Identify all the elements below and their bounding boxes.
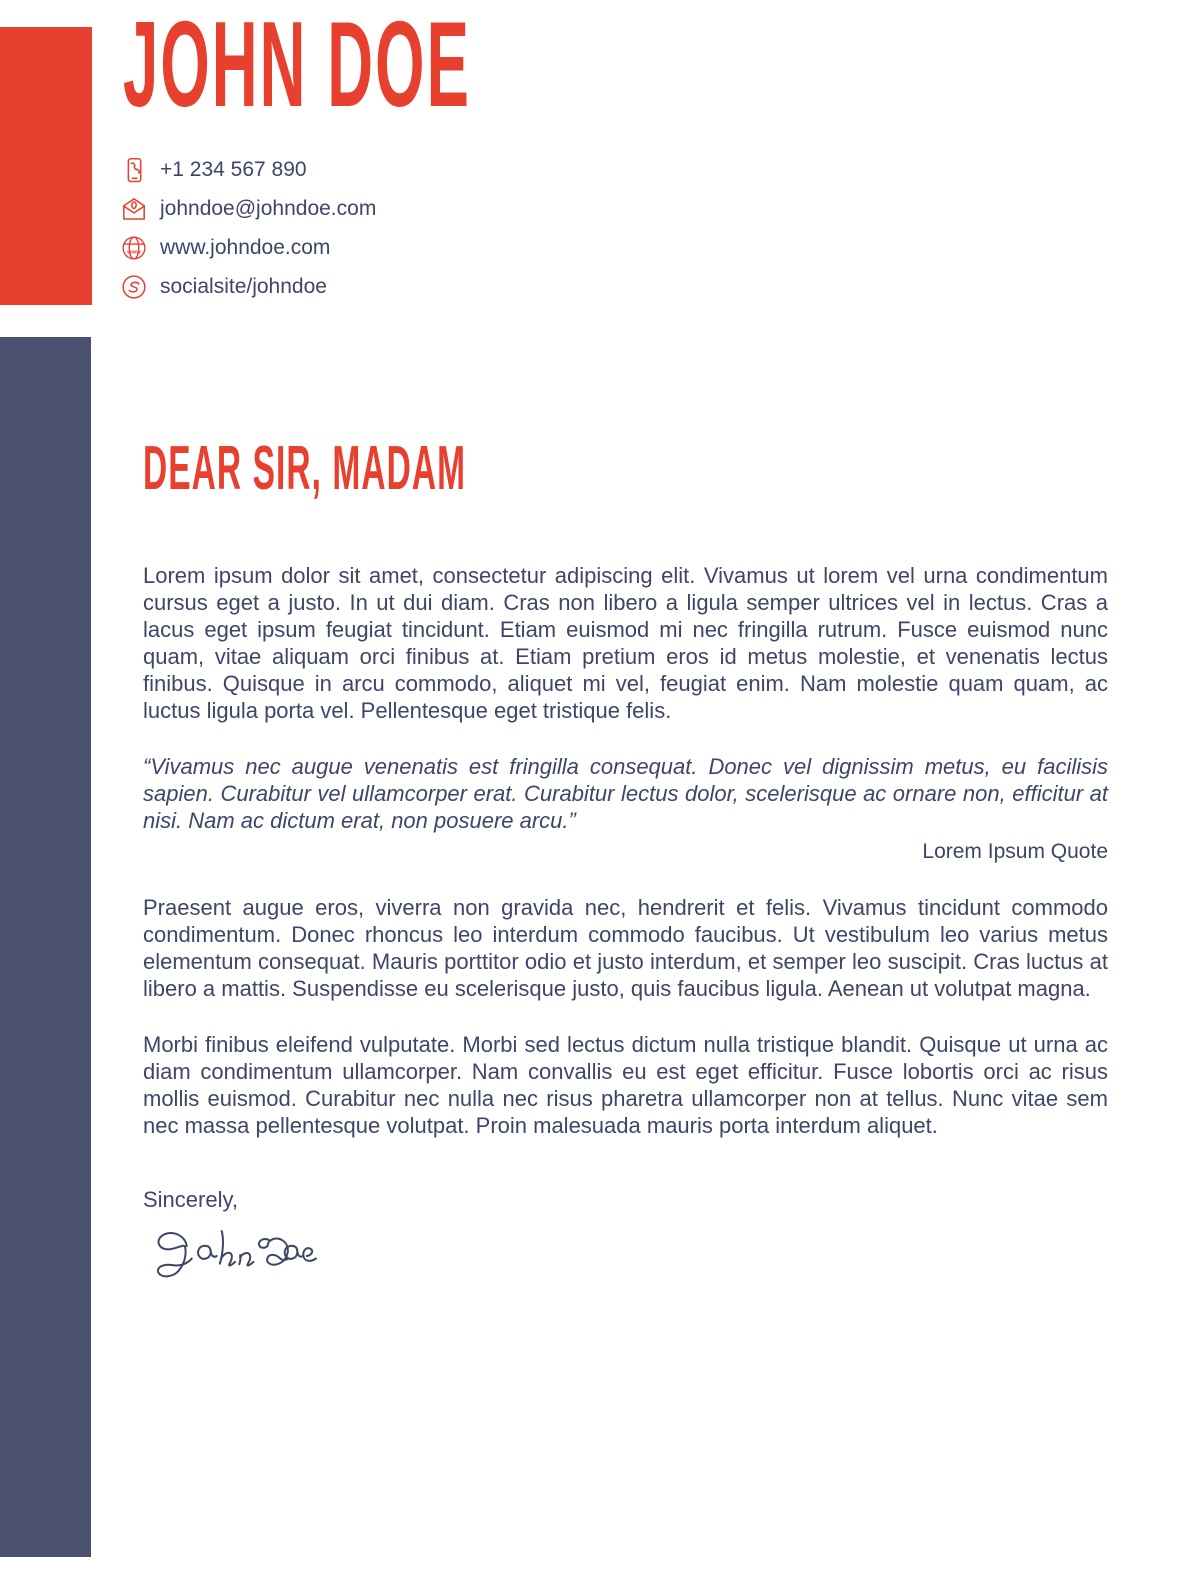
contact-social-label: socialsite/johndoe [160,275,327,298]
contact-email-label: johndoe@johndoe.com [160,197,377,220]
contact-email [121,196,376,222]
social-icon [121,274,147,300]
accent-bar-top [0,27,92,305]
contact-social [121,274,376,300]
letter-paragraph: Morbi finibus eleifend vulputate. Morbi sed lectus dictum nulla tristique blandit. Quisque ut urna ac diam condimentum ullamcorper. Nam convallis eu est eget efficitur. Fusce lobortis orci ac risus mollis euismod. Curabitur nec nulla nec risus pharetra ullamcorper non at tellus. Nunc vitae sem nec massa pellentesque volutpat. Proin malesuada mauris porta interdum aliquet. [143,1032,1108,1138]
phone-icon [121,157,147,183]
closing-line: Sincerely, [143,1187,238,1212]
website-icon [121,235,147,261]
page-title: JOHN DOE [123,0,472,132]
signature [143,1221,1108,1281]
contact-website-label: www.johndoe.com [160,236,331,259]
email-icon [121,196,147,222]
quote-attribution: Lorem Ipsum Quote [922,840,1108,863]
salutation-heading: DEAR SIR, MADAM [143,434,467,503]
letter-paragraph: Praesent augue eros, viverra non gravida nec, hendrerit et felis. Vivamus tincidunt commodo condimentum. Donec rhoncus leo interdum commodo faucibus. Ut vestibulum leo varius metus elementum consequat. Mauris porttitor odio et justo interdum, et semper leo suscipit. Cras luctus at libero a mattis. Suspendisse eu scelerisque justo, quis faucibus ligula. Aenean ut volutpat magna. [143,895,1108,1001]
letter-body [143,562,1108,1281]
letter-quote: “Vivamus nec augue venenatis est fringilla consequat. Donec vel dignissim metus, eu facilisis sapien. Curabitur vel ullamcorper erat. Curabitur lectus dolor, scelerisque ac ornare non, efficitur at nisi. Nam ac dictum erat, non posuere arcu.” [143,754,1108,833]
contact-list [121,157,376,300]
accent-bar-side [0,337,91,1557]
contact-phone [121,157,376,183]
letter-paragraph: Lorem ipsum dolor sit amet, consectetur adipiscing elit. Vivamus ut lorem vel urna condimentum cursus eget a justo. In ut dui diam. Cras non libero a ligula semper ultrices vel in lectus. Cras a lacus eget ipsum feugiat tincidunt. Etiam euismod mi nec fringilla rutrum. Fusce euismod nunc quam, vitae aliquam orci finibus at. Etiam pretium eros id metus molestie, et venenatis lectus finibus. Quisque in arcu commodo, aliquet mi vel, feugiat enim. Nam molestie quam quam, ac luctus ligula porta vel. Pellentesque eget tristique felis. [143,563,1108,723]
contact-website [121,235,376,261]
svg-text:www: www [127,249,141,256]
contact-phone-label: +1 234 567 890 [160,158,307,181]
